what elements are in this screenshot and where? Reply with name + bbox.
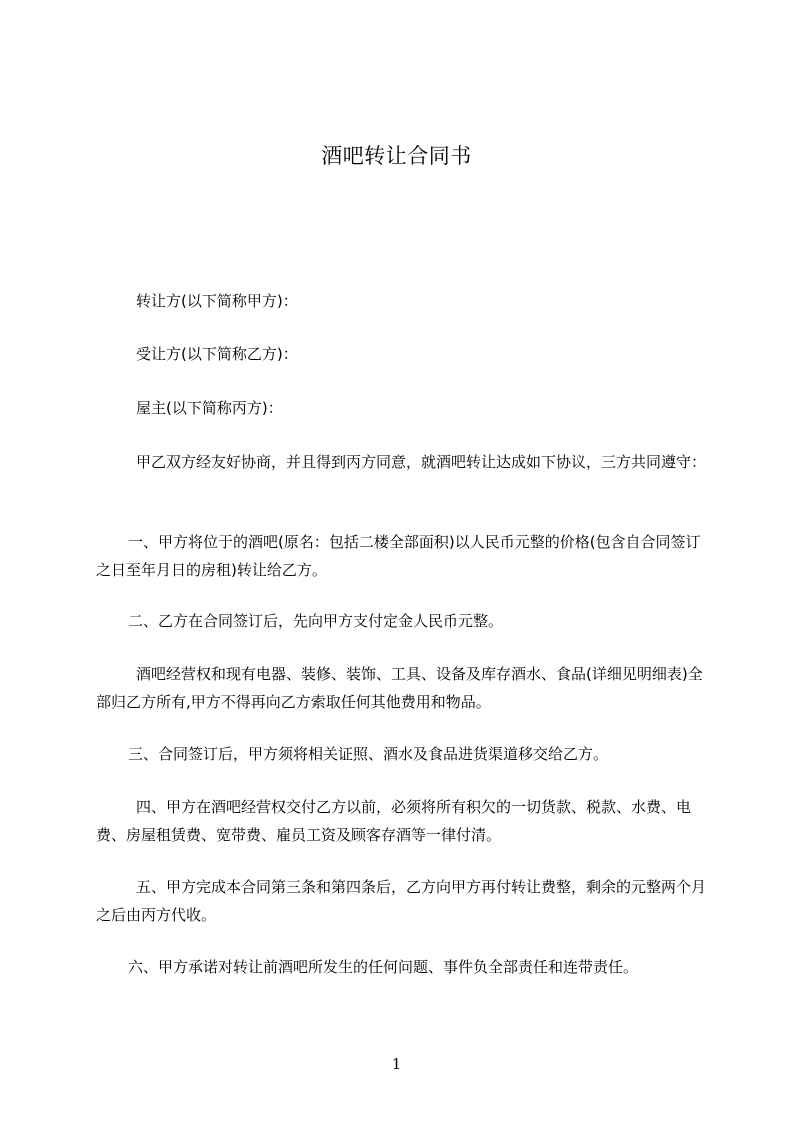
page-number: 1: [391, 1055, 402, 1073]
clause-4-paragraph: 四、甲方在酒吧经营权交付乙方以前，必须将所有积欠的一切货款、税款、水费、电费、房屋租赁费、宽带费、雇员工资及顾客存酒等一律付清。: [96, 798, 692, 844]
clause-2-note-paragraph: 酒吧经营权和现有电器、装修、装饰、工具、设备及库存酒水、食品(详细见明细表)全部归乙方所有,甲方不得再向乙方索取任何其他费用和物品。: [96, 665, 703, 711]
clause-5-paragraph: 五、甲方完成本合同第三条和第四条后，乙方向甲方再付转让费整，剩余的元整两个月之后由丙方代收。: [96, 878, 707, 924]
clause-2-paragraph: 二、乙方在合同签订后，先向甲方支付定金人民币元整。: [128, 612, 504, 630]
party-b-line: 受让方(以下简称乙方)：: [136, 345, 298, 363]
clause-1-paragraph: 一、甲方将位于的酒吧(原名：包括二楼全部面积)以人民币元整的价格(包含自合同签订之日至年月日的房租)转让给乙方。: [96, 533, 701, 579]
party-c-line: 屋主(以下简称丙方)：: [136, 399, 283, 417]
preamble-paragraph: 甲乙双方经友好协商，并且得到丙方同意，就酒吧转让达成如下协议，三方共同遵守：: [136, 453, 707, 471]
clause-3-paragraph: 三、合同签订后，甲方须将相关证照、酒水及食品进货渠道移交给乙方。: [128, 745, 609, 763]
clause-6-paragraph: 六、甲方承诺对转让前酒吧所发生的任何问题、事件负全部责任和连带责任。: [128, 958, 639, 976]
party-a-line: 转让方(以下简称甲方)：: [136, 292, 298, 310]
document-title: 酒吧转让合同书: [321, 144, 472, 168]
